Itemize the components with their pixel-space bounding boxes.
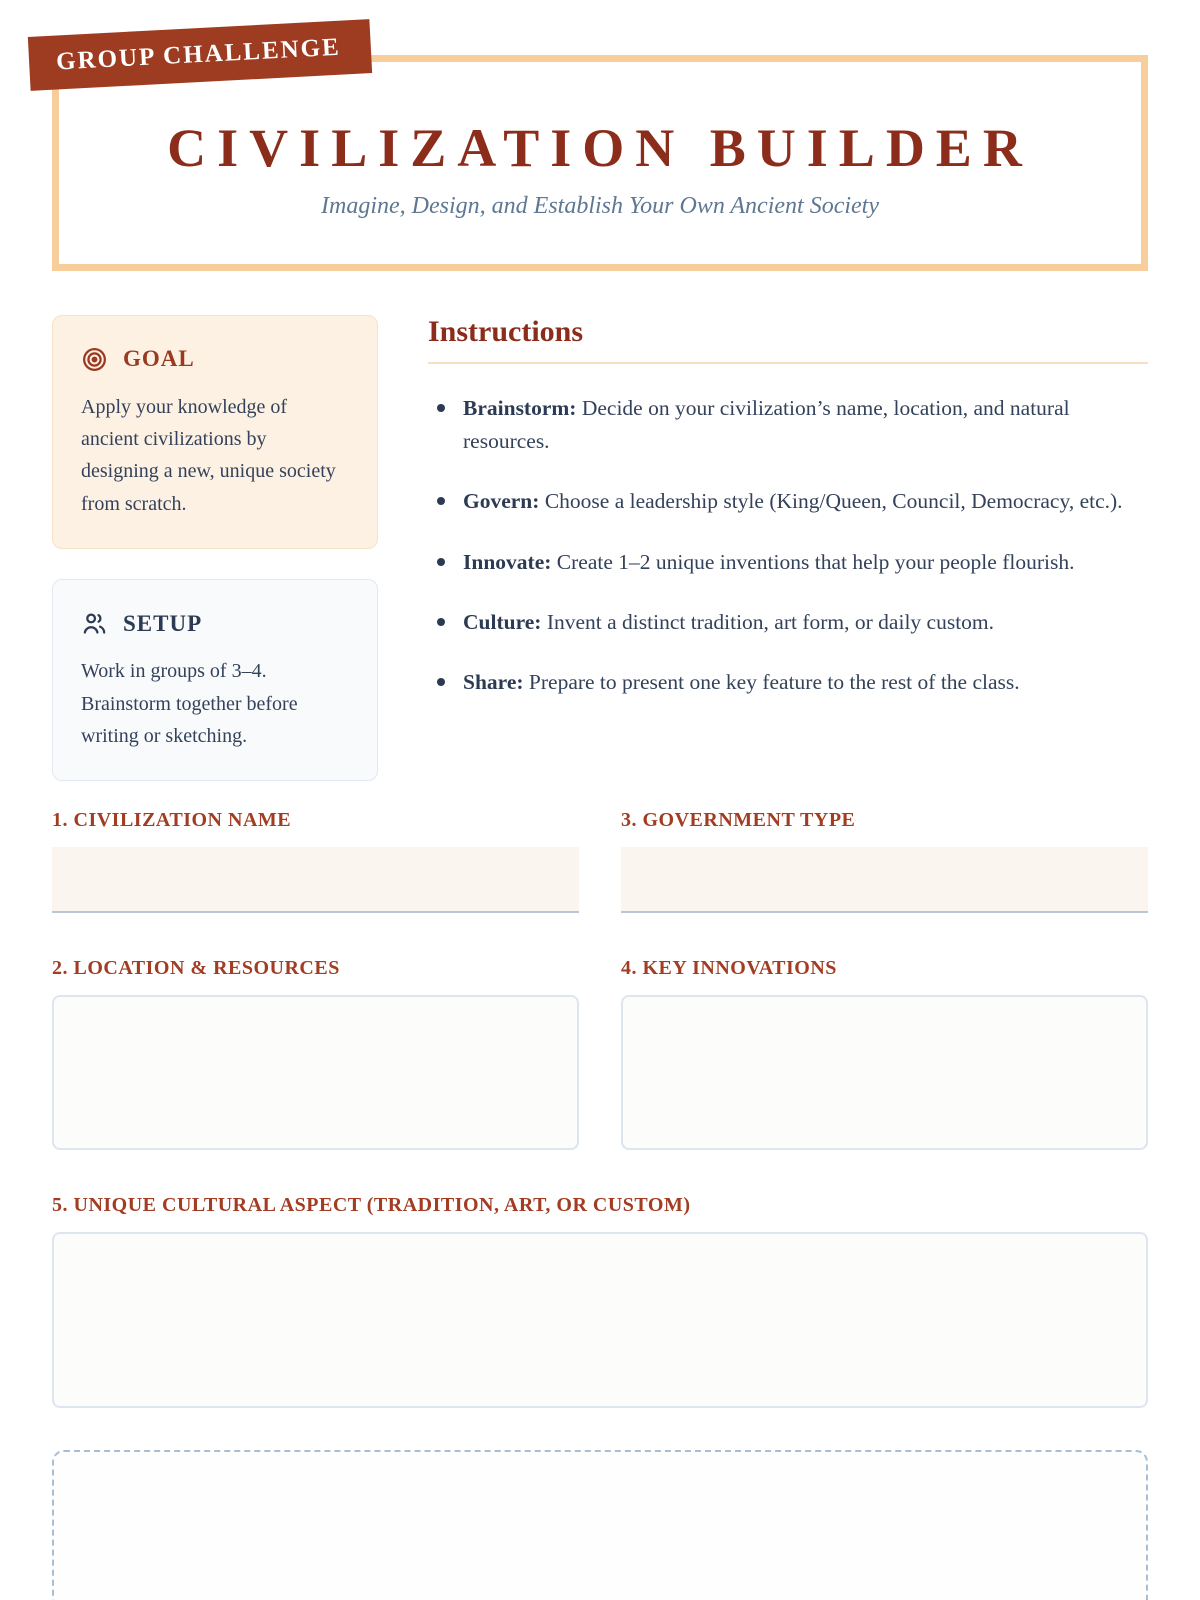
instruction-text: Create 1–2 unique inventions that help your people flourish.	[556, 549, 1075, 574]
field-civilization-name	[52, 809, 579, 913]
setup-title: SETUP	[123, 610, 203, 636]
government-type-label: 3. GOVERNMENT TYPE	[621, 809, 856, 832]
field-government-type	[621, 809, 1148, 913]
worksheet-fields	[52, 809, 1148, 1194]
cultural-aspect-label: 5. UNIQUE CULTURAL ASPECT (TRADITION, ART, OR CUSTOM)	[52, 1194, 691, 1217]
group-challenge-badge: GROUP CHALLENGE	[28, 19, 372, 91]
instruction-text: Invent a distinct tradition, art form, or daily custom.	[546, 609, 995, 634]
location-resources-label: 2. LOCATION & RESOURCES	[52, 957, 340, 980]
setup-box	[52, 579, 378, 781]
location-resources-textarea[interactable]	[52, 995, 579, 1150]
field-key-innovations	[621, 957, 1148, 1150]
goal-title: GOAL	[123, 346, 195, 372]
sidebar	[52, 315, 378, 782]
cultural-aspect-textarea[interactable]	[52, 1232, 1148, 1408]
page-subtitle: Imagine, Design, and Establish Your Own Ancient Society	[321, 192, 879, 219]
instruction-item	[428, 606, 1148, 639]
government-type-input[interactable]	[621, 847, 1148, 913]
key-innovations-textarea[interactable]	[621, 995, 1148, 1150]
civilization-name-input[interactable]	[52, 847, 579, 913]
main-content	[52, 315, 1148, 782]
key-innovations-label: 4. KEY INNOVATIONS	[621, 957, 837, 980]
instruction-lead: Govern:	[463, 489, 540, 514]
instruction-lead: Brainstorm:	[463, 395, 577, 420]
sketch-area[interactable]	[52, 1450, 1148, 1600]
title-frame	[52, 55, 1148, 271]
field-location-resources	[52, 957, 579, 1150]
target-icon	[81, 346, 108, 373]
instruction-item	[428, 392, 1148, 459]
users-icon	[81, 610, 108, 637]
instructions-list	[428, 392, 1148, 700]
instruction-text: Choose a leadership style (King/Queen, Council, Democracy, etc.).	[544, 489, 1123, 514]
instructions-section	[428, 315, 1148, 782]
instruction-text: Decide on your civilization’s name, location, and natural resources.	[463, 395, 1070, 453]
page-title: CIVILIZATION BUILDER	[167, 118, 1033, 178]
header	[52, 33, 1148, 271]
goal-box	[52, 315, 378, 550]
instruction-lead: Innovate:	[463, 549, 552, 574]
goal-text: Apply your knowledge of ancient civilizations by designing a new, unique society from scratch.	[81, 395, 336, 515]
setup-text: Work in groups of 3–4. Brainstorm together before writing or sketching.	[81, 660, 298, 748]
instruction-lead: Culture:	[463, 609, 542, 634]
instruction-item	[428, 485, 1148, 518]
instructions-title: Instructions	[428, 315, 1148, 364]
civilization-name-label: 1. CIVILIZATION NAME	[52, 809, 292, 832]
goal-heading	[81, 346, 349, 373]
instruction-lead: Share:	[463, 670, 524, 695]
instruction-item	[428, 666, 1148, 699]
instruction-text: Prepare to present one key feature to the rest of the class.	[528, 670, 1020, 695]
field-cultural-aspect	[52, 1194, 1148, 1408]
instruction-item	[428, 546, 1148, 579]
setup-heading	[81, 610, 349, 637]
